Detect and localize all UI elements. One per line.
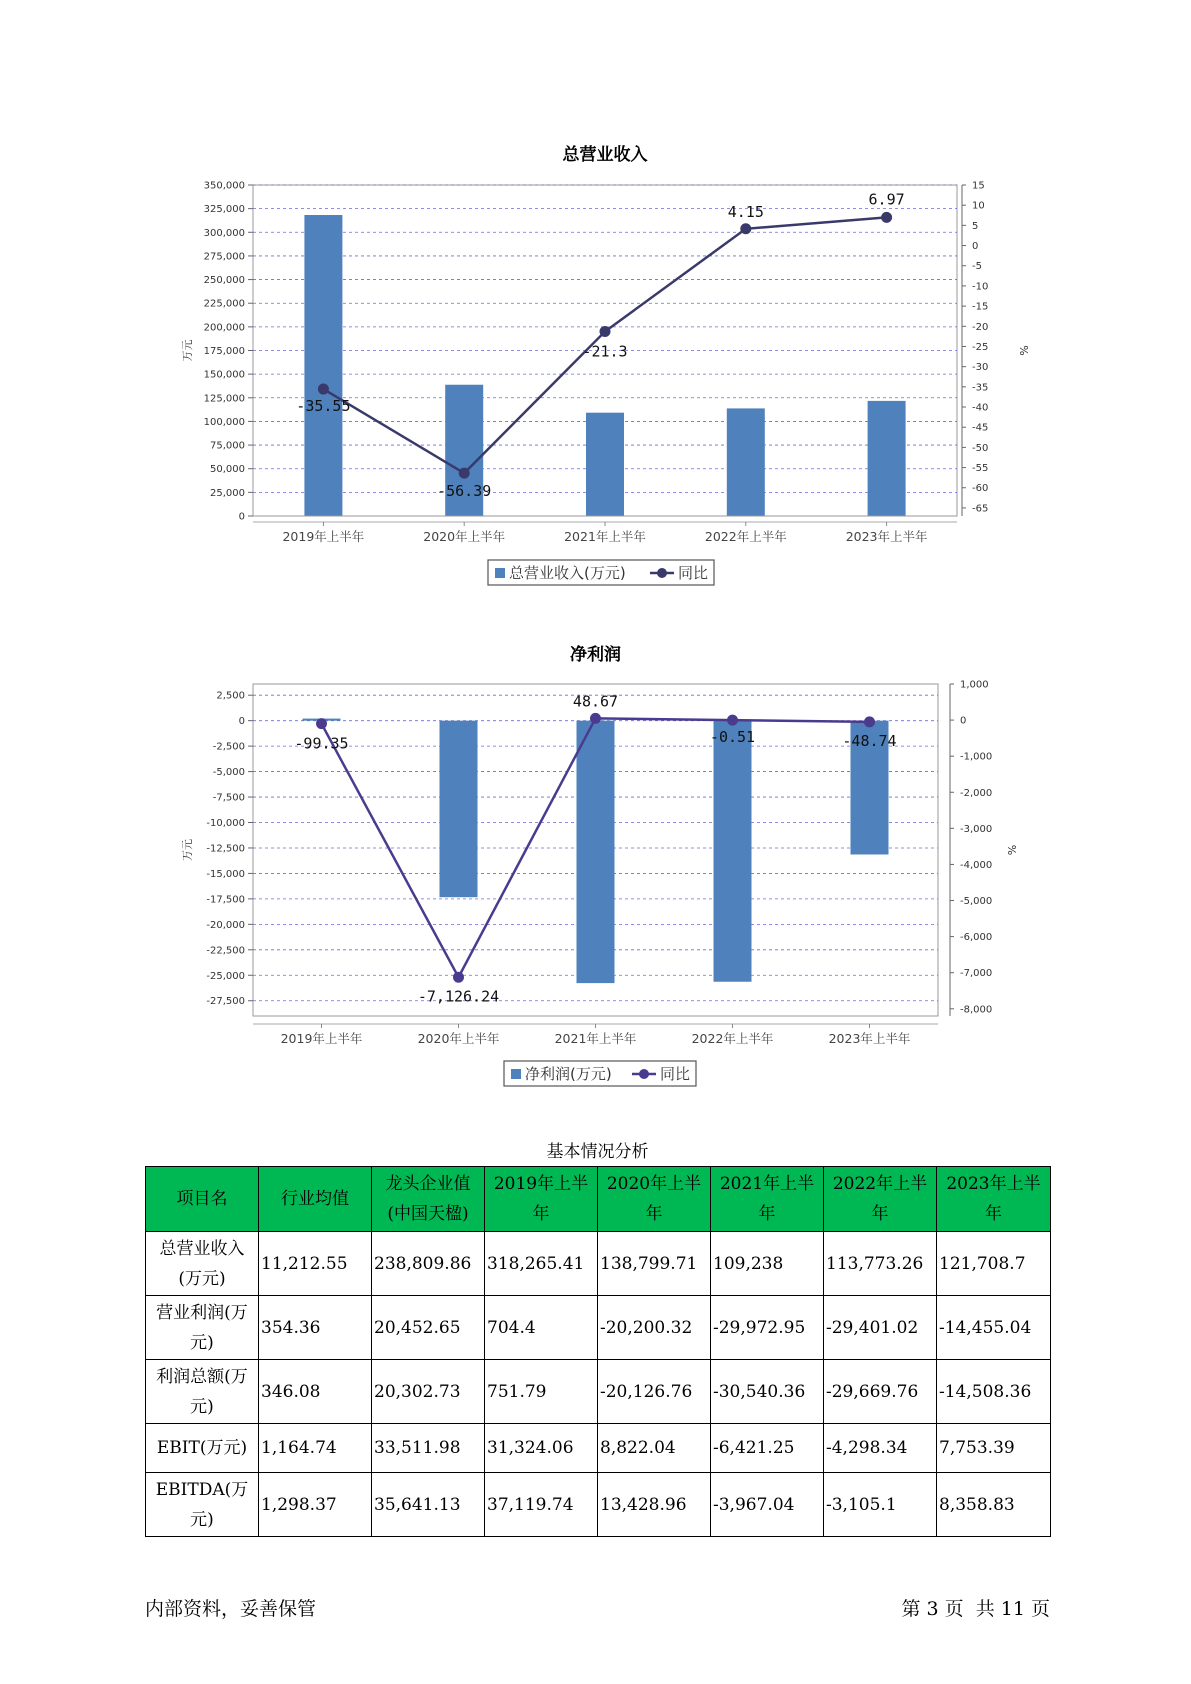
table-header-cell: 2022年上半年 xyxy=(824,1167,937,1232)
chart-title: 总营业收入 xyxy=(562,145,648,165)
y-axis-right-label: % xyxy=(1005,844,1018,856)
right-tick-label: 5 xyxy=(972,220,979,232)
table-cell: -29,401.02 xyxy=(824,1296,937,1360)
data-label: -48.74 xyxy=(842,731,897,750)
table-cell: 20,452.65 xyxy=(372,1296,485,1360)
yoy-point xyxy=(590,713,601,724)
right-tick-label: -2,000 xyxy=(960,787,993,799)
x-tick-label: 2022年上半年 xyxy=(691,1031,774,1046)
yoy-point xyxy=(318,384,329,395)
data-label: -7,126.24 xyxy=(417,987,500,1006)
bar xyxy=(586,413,624,516)
table-cell: 33,511.98 xyxy=(372,1424,485,1473)
right-tick-label: -25 xyxy=(972,341,989,353)
footer-confidential-note: 内部资料，妥善保管 xyxy=(145,1598,317,1620)
row-label: EBIT(万元) xyxy=(146,1424,259,1473)
yoy-point xyxy=(740,223,751,234)
table-row xyxy=(146,1473,1051,1537)
right-tick-label: 10 xyxy=(972,200,985,212)
y-tick-label: -2,500 xyxy=(212,741,245,753)
right-tick-label: -10 xyxy=(972,281,989,293)
right-tick-label: -30 xyxy=(972,362,989,374)
table-cell: 8,822.04 xyxy=(598,1424,711,1473)
table-cell: 109,238 xyxy=(711,1232,824,1296)
bar xyxy=(440,721,478,898)
right-tick-label: -5,000 xyxy=(960,896,993,908)
y-tick-label: -12,500 xyxy=(206,843,245,855)
y-tick-label: 350,000 xyxy=(203,180,245,192)
net-profit-chart xyxy=(0,600,1191,1100)
data-label: -35.55 xyxy=(296,397,351,416)
basic-analysis-table xyxy=(145,1166,1051,1537)
y-tick-label: 150,000 xyxy=(203,369,245,381)
legend-bar-label: 总营业收入(万元) xyxy=(509,564,626,582)
data-label: 6.97 xyxy=(868,190,905,209)
table-header-cell: 龙头企业值(中国天楹) xyxy=(372,1167,485,1232)
revenue-chart-svg xyxy=(0,0,1191,600)
right-tick-label: -55 xyxy=(972,463,989,475)
y-tick-label: 275,000 xyxy=(203,251,245,263)
table-row xyxy=(146,1232,1051,1296)
table-cell: -4,298.34 xyxy=(824,1424,937,1473)
row-label: 利润总额(万元) xyxy=(146,1360,259,1424)
data-label: -21.3 xyxy=(582,342,628,361)
table-cell: 35,641.13 xyxy=(372,1473,485,1537)
table-cell: 31,324.06 xyxy=(485,1424,598,1473)
table-row xyxy=(146,1296,1051,1360)
y-tick-label: 125,000 xyxy=(203,393,245,405)
x-tick-label: 2019年上半年 xyxy=(280,1031,363,1046)
bar xyxy=(868,401,906,516)
row-label: 总营业收入(万元) xyxy=(146,1232,259,1296)
y-tick-label: 25,000 xyxy=(210,487,245,499)
data-label: -99.35 xyxy=(294,734,349,753)
data-label: 48.67 xyxy=(572,692,619,711)
table-cell: 13,428.96 xyxy=(598,1473,711,1537)
right-tick-label: -45 xyxy=(972,422,989,434)
right-tick-label: -1,000 xyxy=(960,751,993,763)
y-tick-label: 325,000 xyxy=(203,204,245,216)
right-tick-label: -20 xyxy=(972,321,989,333)
table-cell: -20,200.32 xyxy=(598,1296,711,1360)
yoy-point xyxy=(316,718,327,729)
right-tick-label: -65 xyxy=(972,503,989,515)
yoy-point xyxy=(459,468,470,479)
table-cell: -3,967.04 xyxy=(711,1473,824,1537)
y-axis-right-label: % xyxy=(1017,345,1030,356)
table-header-cell: 2020年上半年 xyxy=(598,1167,711,1232)
y-tick-label: 75,000 xyxy=(210,440,245,452)
table-header-cell: 2023年上半年 xyxy=(937,1167,1051,1232)
row-label: EBITDA(万元) xyxy=(146,1473,259,1537)
table-cell: 121,708.7 xyxy=(937,1232,1051,1296)
data-label: 4.15 xyxy=(727,202,764,221)
x-tick-label: 2022年上半年 xyxy=(704,529,787,544)
table-header-cell: 项目名 xyxy=(146,1167,259,1232)
y-axis-label: 万元 xyxy=(181,839,194,861)
table-cell: -14,455.04 xyxy=(937,1296,1051,1360)
table-header-cell: 行业均值 xyxy=(259,1167,372,1232)
y-tick-label: 50,000 xyxy=(210,464,245,476)
table-row xyxy=(146,1360,1051,1424)
yoy-point xyxy=(600,326,611,337)
legend-bar-swatch xyxy=(511,1069,521,1079)
y-tick-label: -25,000 xyxy=(206,970,245,982)
x-tick-label: 2020年上半年 xyxy=(417,1031,500,1046)
right-tick-label: 0 xyxy=(960,715,967,727)
right-tick-label: -8,000 xyxy=(960,1004,993,1016)
table-cell: -20,126.76 xyxy=(598,1360,711,1424)
x-tick-label: 2021年上半年 xyxy=(554,1031,637,1046)
table-cell: -14,508.36 xyxy=(937,1360,1051,1424)
table-cell: 318,265.41 xyxy=(485,1232,598,1296)
basic-analysis-section xyxy=(145,1138,1050,1537)
right-tick-label: -5 xyxy=(972,261,982,273)
right-tick-label: 1,000 xyxy=(960,679,989,691)
y-tick-label: -22,500 xyxy=(206,945,245,957)
table-cell: -30,540.36 xyxy=(711,1360,824,1424)
right-tick-label: -50 xyxy=(972,442,989,454)
table-cell: -3,105.1 xyxy=(824,1473,937,1537)
x-tick-label: 2023年上半年 xyxy=(845,529,928,544)
right-tick-label: -40 xyxy=(972,402,989,414)
y-tick-label: -17,500 xyxy=(206,894,245,906)
y-tick-label: 175,000 xyxy=(203,346,245,357)
table-header-row xyxy=(146,1167,1051,1232)
right-tick-label: -15 xyxy=(972,301,989,313)
y-tick-label: 2,500 xyxy=(216,690,245,702)
table-cell: 346.08 xyxy=(259,1360,372,1424)
table-cell: 1,164.74 xyxy=(259,1424,372,1473)
y-tick-label: 300,000 xyxy=(203,227,245,239)
legend-line-marker xyxy=(639,1069,649,1079)
right-tick-label: 15 xyxy=(972,180,985,192)
y-axis-label: 万元 xyxy=(181,339,194,362)
table-cell: 20,302.73 xyxy=(372,1360,485,1424)
y-tick-label: -10,000 xyxy=(206,818,245,830)
right-tick-label: -6,000 xyxy=(960,932,993,944)
bar xyxy=(304,215,342,516)
legend-bar-swatch xyxy=(495,568,505,578)
data-label: -0.51 xyxy=(709,728,756,747)
x-tick-label: 2021年上半年 xyxy=(564,529,646,544)
legend-bar-label: 净利润(万元) xyxy=(525,1065,612,1083)
table-cell: -29,972.95 xyxy=(711,1296,824,1360)
right-tick-label: 0 xyxy=(972,241,979,253)
table-cell: 354.36 xyxy=(259,1296,372,1360)
table-cell: 138,799.71 xyxy=(598,1232,711,1296)
table-cell: 7,753.39 xyxy=(937,1424,1051,1473)
y-tick-label: 225,000 xyxy=(203,298,245,310)
table-cell: 11,212.55 xyxy=(259,1232,372,1296)
y-tick-label: -27,500 xyxy=(206,996,245,1008)
table-cell: -29,669.76 xyxy=(824,1360,937,1424)
x-tick-label: 2020年上半年 xyxy=(423,529,506,544)
table-cell: -6,421.25 xyxy=(711,1424,824,1473)
y-tick-label: -5,000 xyxy=(212,767,245,779)
data-label: -56.39 xyxy=(437,482,492,501)
x-tick-label: 2019年上半年 xyxy=(282,529,365,544)
yoy-point xyxy=(881,212,892,223)
bar xyxy=(577,721,615,983)
table-cell: 1,298.37 xyxy=(259,1473,372,1537)
net-profit-chart-svg xyxy=(0,600,1191,1100)
table-cell: 37,119.74 xyxy=(485,1473,598,1537)
y-tick-label: -15,000 xyxy=(206,868,245,880)
y-tick-label: -7,500 xyxy=(212,792,245,804)
yoy-point xyxy=(453,972,464,983)
legend-line-marker xyxy=(657,568,667,578)
yoy-point xyxy=(727,715,738,726)
bar xyxy=(714,721,752,982)
table-cell: 113,773.26 xyxy=(824,1232,937,1296)
table-header-cell: 2021年上半年 xyxy=(711,1167,824,1232)
right-tick-label: -3,000 xyxy=(960,823,993,835)
y-tick-label: 200,000 xyxy=(203,322,245,334)
table-caption: 基本情况分析 xyxy=(546,1142,649,1162)
y-tick-label: -20,000 xyxy=(206,919,245,931)
row-label: 营业利润(万元) xyxy=(146,1296,259,1360)
right-tick-label: -35 xyxy=(972,382,989,394)
table-cell: 238,809.86 xyxy=(372,1232,485,1296)
table-cell: 704.4 xyxy=(485,1296,598,1360)
table-row xyxy=(146,1424,1051,1473)
legend-line-label: 同比 xyxy=(660,1065,691,1083)
bar xyxy=(727,408,765,516)
x-tick-label: 2023年上半年 xyxy=(828,1031,911,1046)
revenue-chart xyxy=(0,0,1191,600)
table-cell: 8,358.83 xyxy=(937,1473,1051,1537)
y-tick-label: 0 xyxy=(238,716,245,728)
right-tick-label: -4,000 xyxy=(960,859,993,871)
y-tick-label: 100,000 xyxy=(203,416,245,428)
table-header-cell: 2019年上半年 xyxy=(485,1167,598,1232)
y-tick-label: 250,000 xyxy=(203,275,245,287)
chart-title: 净利润 xyxy=(570,645,621,665)
y-tick-label: 0 xyxy=(238,511,245,523)
table-cell: 751.79 xyxy=(485,1360,598,1424)
yoy-point xyxy=(864,716,875,727)
legend-line-label: 同比 xyxy=(678,564,709,582)
right-tick-label: -60 xyxy=(972,483,989,495)
footer-page-number: 第 3 页 共 11 页 xyxy=(901,1598,1050,1620)
right-tick-label: -7,000 xyxy=(960,968,993,980)
